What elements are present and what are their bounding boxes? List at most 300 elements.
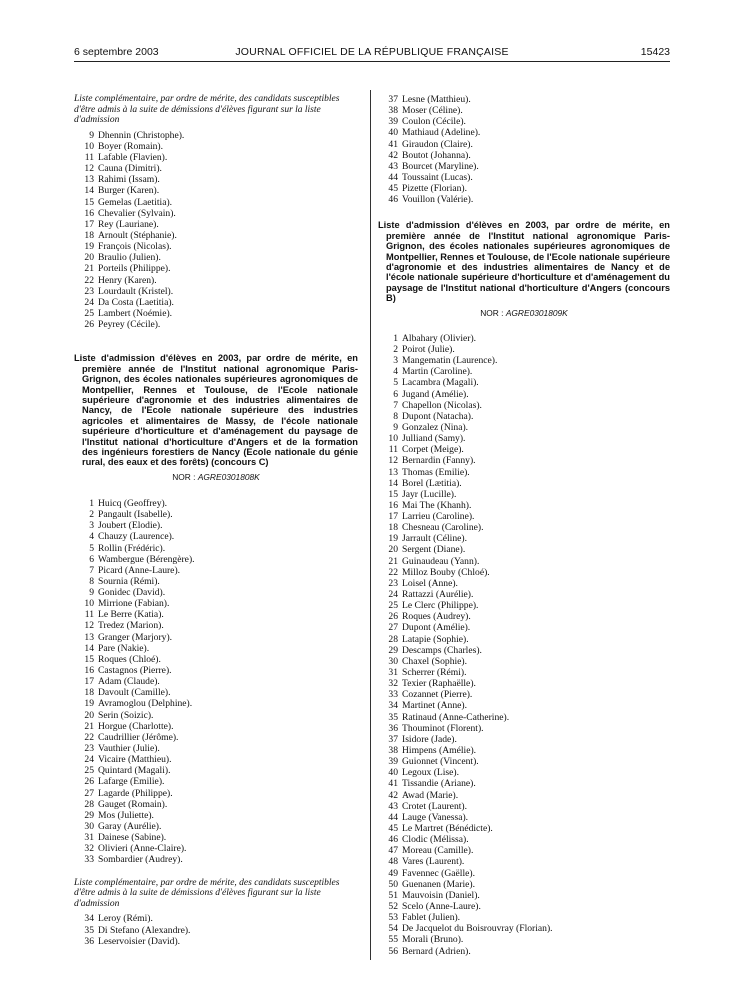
candidate-name: Olivieri (Anne-Claire).	[98, 843, 187, 855]
candidate-name: Clodic (Mélissa).	[402, 834, 469, 846]
rank-number: 17	[84, 218, 94, 230]
candidate-name: Le Berre (Katia).	[98, 609, 164, 621]
rank-number: 7	[89, 564, 94, 576]
candidate-name: Jugand (Amélie).	[402, 388, 469, 400]
candidate-name: Quintard (Magali).	[98, 765, 171, 777]
list-item	[74, 598, 358, 609]
nor-reference	[74, 472, 358, 483]
candidate-name: Garay (Aurélie).	[98, 821, 162, 833]
rank-number: 4	[89, 531, 94, 543]
candidate-name: Braulio (Julien).	[98, 252, 161, 264]
rank-number: 19	[84, 241, 94, 253]
list-item	[74, 821, 358, 832]
rank-number: 17	[388, 511, 398, 523]
rank-number: 5	[393, 377, 398, 389]
list-item	[378, 161, 670, 172]
rank-number: 25	[84, 308, 94, 320]
rank-number: 17	[84, 676, 94, 688]
rank-number: 49	[388, 867, 398, 879]
list-item	[74, 543, 358, 554]
rank-number: 12	[84, 163, 94, 175]
candidate-name: Lauge (Vanessa).	[402, 811, 469, 823]
candidate-name: Fablet (Julien).	[402, 912, 461, 924]
rank-number: 27	[84, 787, 94, 799]
rank-number: 55	[388, 934, 398, 946]
list-item	[378, 172, 670, 183]
rank-number: 16	[84, 665, 94, 677]
rank-number: 15	[84, 653, 94, 665]
list-item	[378, 533, 670, 544]
candidate-name: Horgue (Charlotte).	[98, 720, 174, 732]
list-item	[74, 297, 358, 308]
rank-number: 20	[84, 252, 94, 264]
candidate-name: Sombardier (Audrey).	[98, 854, 183, 866]
candidate-name: Morali (Bruno).	[402, 934, 464, 946]
list-item	[378, 127, 670, 138]
list-item	[378, 778, 670, 789]
candidate-name: Adam (Claude).	[98, 676, 160, 688]
journal-title: JOURNAL OFFICIEL DE LA RÉPUBLIQUE FRANÇAISE	[235, 46, 509, 58]
list-item	[378, 946, 670, 957]
candidate-name: Pangault (Isabelle).	[98, 509, 173, 521]
candidate-name: Mangematin (Laurence).	[402, 355, 498, 367]
rank-number: 10	[84, 598, 94, 610]
rank-number: 37	[388, 94, 398, 105]
list-item	[74, 799, 358, 810]
rank-number: 40	[388, 767, 398, 779]
rank-number: 40	[388, 127, 398, 139]
list-item	[74, 721, 358, 732]
list-item	[378, 94, 670, 105]
list-item	[378, 890, 670, 901]
candidate-name: Scelo (Anne-Laure).	[402, 900, 481, 912]
rank-number: 36	[84, 935, 94, 947]
candidate-name: Giraudon (Claire).	[402, 138, 473, 150]
list-item	[378, 823, 670, 834]
list-item	[378, 366, 670, 377]
left-column	[74, 94, 358, 947]
rank-number: 1	[89, 497, 94, 509]
candidate-name: Vicaire (Matthieu).	[98, 754, 172, 766]
candidate-name: Corpet (Meige).	[402, 444, 464, 456]
rank-number: 31	[84, 832, 94, 844]
list-item	[378, 689, 670, 700]
list-item	[74, 788, 358, 799]
rank-number: 23	[84, 285, 94, 297]
list-item	[378, 478, 670, 489]
candidate-name: Mathiaud (Adeline).	[402, 127, 481, 139]
list-item	[378, 634, 670, 645]
list-item	[74, 676, 358, 687]
list-item	[74, 854, 358, 865]
candidate-name: De Jacquelot du Boisrouvray (Florian).	[402, 923, 553, 935]
list-item	[378, 400, 670, 411]
rank-number: 8	[89, 575, 94, 587]
list-item	[378, 455, 670, 466]
complementary-list-right-top	[378, 94, 670, 205]
rank-number: 15	[84, 196, 94, 208]
list-item	[74, 743, 358, 754]
admission-list-concours-b	[378, 333, 670, 957]
rank-number: 11	[84, 609, 94, 621]
candidate-name: Jarrault (Céline).	[402, 533, 467, 545]
rank-number: 10	[388, 433, 398, 445]
list-item	[378, 645, 670, 656]
rank-number: 41	[388, 778, 398, 790]
candidate-name: Vouillon (Valérie).	[402, 194, 474, 206]
list-item	[378, 544, 670, 555]
rank-number: 56	[388, 945, 398, 957]
column-divider	[370, 90, 371, 960]
rank-number: 18	[84, 230, 94, 242]
candidate-name: Avramoglou (Delphine).	[98, 698, 193, 710]
candidate-name: Sournia (Rémi).	[98, 575, 160, 587]
rank-number: 8	[393, 410, 398, 422]
candidate-name: Gauget (Romain).	[98, 798, 168, 810]
candidate-name: Cauna (Dimitri).	[98, 163, 162, 175]
list-item	[378, 923, 670, 934]
rank-number: 29	[388, 644, 398, 656]
rank-number: 32	[388, 678, 398, 690]
list-item	[378, 868, 670, 879]
candidate-name: Bourcet (Maryline).	[402, 160, 479, 172]
list-item	[74, 765, 358, 776]
rank-number: 31	[388, 667, 398, 679]
candidate-name: Thouminot (Florent).	[402, 722, 484, 734]
rank-number: 26	[388, 611, 398, 623]
rank-number: 42	[388, 149, 398, 161]
candidate-name: Burger (Karen).	[98, 185, 160, 197]
list-item	[378, 467, 670, 478]
candidate-name: Chevalier (Sylvain).	[98, 207, 176, 219]
list-item	[378, 845, 670, 856]
list-item	[378, 377, 670, 388]
rank-number: 19	[388, 533, 398, 545]
publication-date: 6 septembre 2003	[74, 46, 159, 58]
candidate-name: Chauzy (Laurence).	[98, 531, 175, 543]
candidate-name: Granger (Marjory).	[98, 631, 173, 643]
list-item	[378, 589, 670, 600]
candidate-name: Martin (Caroline).	[402, 366, 473, 378]
candidate-name: Favennec (Gaëlle).	[402, 867, 475, 879]
candidate-name: Gonzalez (Nina).	[402, 421, 469, 433]
page-header	[74, 46, 670, 60]
list-item	[74, 913, 358, 924]
rank-number: 13	[84, 174, 94, 186]
list-item	[74, 509, 358, 520]
rank-number: 39	[388, 756, 398, 768]
candidate-name: Martinet (Anne).	[402, 700, 468, 712]
rank-number: 42	[388, 789, 398, 801]
candidate-name: Mirrione (Fabian).	[98, 598, 170, 610]
rank-number: 14	[84, 185, 94, 197]
candidate-name: Moreau (Camille).	[402, 845, 474, 857]
candidate-name: Albahary (Olivier).	[402, 332, 477, 344]
header-rule	[74, 61, 670, 62]
candidate-name: Borel (Lætitia).	[402, 477, 462, 489]
candidate-name: Latapie (Sophie).	[402, 633, 469, 645]
nor-code: AGRE0301808K	[197, 471, 260, 482]
rank-number: 28	[84, 798, 94, 810]
rank-number: 6	[89, 553, 94, 565]
list-item	[378, 194, 670, 205]
candidate-name: Huicq (Geoffrey).	[98, 497, 168, 509]
list-item	[74, 319, 358, 330]
rank-number: 27	[388, 622, 398, 634]
candidate-name: Thomas (Emilie).	[402, 466, 470, 478]
list-item	[74, 810, 358, 821]
candidate-name: Henry (Karen).	[98, 274, 157, 286]
list-item	[378, 389, 670, 400]
complementary-list-left-top	[74, 130, 358, 331]
rank-number: 30	[388, 655, 398, 667]
candidate-name: Dainese (Sabine).	[98, 832, 167, 844]
rank-number: 53	[388, 912, 398, 924]
list-item	[378, 834, 670, 845]
candidate-name: Guenanen (Marie).	[402, 878, 475, 890]
candidate-name: Lafarge (Emilie).	[98, 776, 165, 788]
list-item	[74, 275, 358, 286]
rank-number: 22	[388, 566, 398, 578]
rank-number: 9	[393, 421, 398, 433]
list-item	[378, 901, 670, 912]
candidate-name: Chesneau (Caroline).	[402, 522, 484, 534]
candidate-name: Dupont (Amélie).	[402, 622, 471, 634]
rank-number: 14	[388, 477, 398, 489]
rank-number: 52	[388, 900, 398, 912]
rank-number: 50	[388, 878, 398, 890]
rank-number: 12	[84, 620, 94, 632]
rank-number: 39	[388, 116, 398, 128]
rank-number: 46	[388, 194, 398, 206]
list-item	[74, 554, 358, 565]
candidate-name: Loisel (Anne).	[402, 577, 458, 589]
list-item	[74, 286, 358, 297]
candidate-name: Rollin (Frédéric).	[98, 542, 166, 554]
list-item	[74, 576, 358, 587]
rank-number: 11	[388, 444, 398, 456]
list-item	[378, 790, 670, 801]
rank-number: 2	[89, 509, 94, 521]
candidate-name: Roques (Chloé).	[98, 653, 161, 665]
rank-number: 45	[388, 823, 398, 834]
candidate-name: Guionnet (Vincent).	[402, 756, 479, 768]
candidate-name: Castagnos (Pierre).	[98, 665, 172, 677]
candidate-name: Chapellon (Nicolas).	[402, 399, 482, 411]
candidate-name: Texier (Raphaëlle).	[402, 678, 476, 690]
candidate-name: Rahimi (Issam).	[98, 174, 160, 186]
rank-number: 32	[84, 843, 94, 855]
rank-number: 24	[84, 754, 94, 766]
rank-number: 45	[388, 183, 398, 195]
list-item	[378, 734, 670, 745]
nor-reference	[378, 308, 670, 319]
rank-number: 2	[393, 343, 398, 355]
candidate-name: Chaxel (Sophie).	[402, 655, 468, 667]
list-item	[378, 712, 670, 723]
list-item	[74, 185, 358, 196]
list-item	[74, 665, 358, 676]
section-title-concours-c: Liste d'admission d'élèves en 2003, par ordre de mérite, en première année de l'Institut national agronomique Paris-Grignon, des écoles nationales supérieures agronomiques de Montpellier, Rennes et Toulouse, de l'Ecole nationale supérieure d'agronomie et des industries alimentaires de Nancy, de l'Ecole nationale supérieure des industries agricoles et alimentaires de Massy, de l'école nationale supérieure d'horticulture et d'aménagement du paysage de l'Institut national d'horticulture d'Angers et de la formation des ingénieurs forestiers de Nancy (Ecole nationale du génie rural, des eaux et des forêts) (concours C)	[74, 353, 358, 468]
list-item	[74, 230, 358, 241]
rank-number: 35	[388, 711, 398, 723]
rank-number: 24	[388, 589, 398, 601]
nor-label: NOR :	[172, 471, 196, 482]
list-item	[74, 152, 358, 163]
list-item	[74, 936, 358, 947]
list-item	[378, 411, 670, 422]
list-item	[378, 700, 670, 711]
candidate-name: Crotet (Laurent).	[402, 800, 467, 812]
list-item	[74, 219, 358, 230]
list-item	[74, 620, 358, 631]
candidate-name: Arnoult (Stéphanie).	[98, 230, 177, 242]
rank-number: 13	[84, 631, 94, 643]
list-item	[74, 141, 358, 152]
candidate-name: Lourdault (Kristel).	[98, 285, 174, 297]
candidate-name: Legoux (Lise).	[402, 767, 460, 779]
list-item	[378, 656, 670, 667]
candidate-name: Leservoisier (David).	[98, 935, 181, 947]
rank-number: 36	[388, 722, 398, 734]
list-item	[74, 163, 358, 174]
complementary-list-concours-c	[74, 913, 358, 946]
rank-number: 54	[388, 923, 398, 935]
candidate-name: Lacambra (Magali).	[402, 377, 479, 389]
rank-number: 41	[388, 138, 398, 150]
list-item	[378, 556, 670, 567]
rank-number: 6	[393, 388, 398, 400]
nor-label: NOR :	[480, 307, 504, 318]
list-item	[74, 654, 358, 665]
rank-number: 4	[393, 366, 398, 378]
rank-number: 12	[388, 455, 398, 467]
list-item	[74, 174, 358, 185]
candidate-name: Davoult (Camille).	[98, 687, 171, 699]
complementary-list-note: Liste complémentaire, par ordre de mérite, des candidats susceptibles d'être admis à la suite de démissions d'élèves figurant sur la liste d'admission	[74, 94, 340, 126]
candidate-name: Guinaudeau (Yann).	[402, 555, 480, 567]
admission-list-concours-c	[74, 498, 358, 866]
list-item	[378, 511, 670, 522]
list-item	[378, 801, 670, 812]
rank-number: 9	[89, 587, 94, 599]
rank-number: 16	[84, 207, 94, 219]
rank-number: 38	[388, 745, 398, 757]
list-item	[74, 241, 358, 252]
list-item	[378, 856, 670, 867]
candidate-name: Leroy (Rémi).	[98, 913, 153, 925]
candidate-name: Cozannet (Pierre).	[402, 689, 473, 701]
candidate-name: Moser (Céline).	[402, 105, 463, 117]
complementary-list-note: Liste complémentaire, par ordre de mérite, des candidats susceptibles d'être admis à la suite de démissions d'élèves figurant sur la liste d'admission	[74, 877, 340, 909]
candidate-name: Sergent (Diane).	[402, 544, 466, 556]
page-number: 15423	[640, 46, 670, 58]
candidate-name: Mos (Juliette).	[98, 809, 154, 821]
rank-number: 26	[84, 776, 94, 788]
rank-number: 3	[393, 355, 398, 367]
rank-number: 30	[84, 821, 94, 833]
list-item	[378, 745, 670, 756]
rank-number: 10	[84, 140, 94, 152]
rank-number: 13	[388, 466, 398, 478]
list-item	[378, 116, 670, 127]
section-title-concours-b: Liste d'admission d'élèves en 2003, par ordre de mérite, en première année de l'Institut national agronomique Paris-Grignon, des écoles nationales supérieures agronomiques de Montpellier, Rennes et Toulouse, de l'Ecole nationale supérieure d'agronomie et des industries alimentaires de Nancy et de l'école nationale supérieure d'horticulture et d'aménagement du paysage de l'Institut national d'horticulture d'Angers (concours B)	[378, 220, 670, 304]
rank-number: 23	[388, 577, 398, 589]
candidate-name: Poirot (Julie).	[402, 343, 455, 355]
candidate-name: Tissandie (Ariane).	[402, 778, 476, 790]
rank-number: 43	[388, 800, 398, 812]
candidate-name: Peyrey (Cécile).	[98, 319, 161, 331]
list-item	[74, 587, 358, 598]
list-item	[378, 500, 670, 511]
list-item	[74, 754, 358, 765]
list-item	[74, 498, 358, 509]
list-item	[74, 308, 358, 319]
rank-number: 21	[388, 555, 398, 567]
rank-number: 25	[84, 765, 94, 777]
list-item	[74, 632, 358, 643]
list-item	[378, 344, 670, 355]
candidate-name: Gemelas (Laetitia).	[98, 196, 173, 208]
candidate-name: Dhennin (Christophe).	[98, 129, 185, 141]
rank-number: 18	[388, 522, 398, 534]
rank-number: 44	[388, 811, 398, 823]
candidate-name: Rey (Lauriane).	[98, 218, 159, 230]
list-item	[378, 567, 670, 578]
list-item	[378, 934, 670, 945]
list-item	[378, 578, 670, 589]
nor-code: AGRE0301809K	[505, 307, 568, 318]
list-item	[378, 433, 670, 444]
rank-number: 18	[84, 687, 94, 699]
rank-number: 14	[84, 642, 94, 654]
rank-number: 43	[388, 160, 398, 172]
candidate-name: Picard (Anne-Laure).	[98, 564, 181, 576]
candidate-name: Serin (Soizic).	[98, 709, 154, 721]
candidate-name: Awad (Marie).	[402, 789, 459, 801]
rank-number: 26	[84, 319, 94, 331]
candidate-name: François (Nicolas).	[98, 241, 172, 253]
rank-number: 15	[388, 488, 398, 500]
list-item	[74, 843, 358, 854]
rank-number: 44	[388, 171, 398, 183]
list-item	[74, 643, 358, 654]
rank-number: 34	[388, 700, 398, 712]
rank-number: 20	[388, 544, 398, 556]
list-item	[378, 756, 670, 767]
candidate-name: Milloz Bouby (Chloé).	[402, 566, 490, 578]
rank-number: 24	[84, 296, 94, 308]
list-item	[74, 776, 358, 787]
candidate-name: Himpens (Amélie).	[402, 745, 477, 757]
rank-number: 28	[388, 633, 398, 645]
rank-number: 37	[388, 733, 398, 745]
list-item	[74, 208, 358, 219]
candidate-name: Coulon (Cécile).	[402, 116, 466, 128]
list-item	[378, 912, 670, 923]
candidate-name: Mauvoisin (Daniel).	[402, 889, 480, 901]
list-item	[74, 197, 358, 208]
rank-number: 20	[84, 709, 94, 721]
candidate-name: Porteils (Philippe).	[98, 263, 171, 275]
list-item	[378, 183, 670, 194]
list-item	[378, 667, 670, 678]
candidate-name: Pare (Nakie).	[98, 642, 150, 654]
candidate-name: Rattazzi (Aurélie).	[402, 589, 474, 601]
list-item	[74, 832, 358, 843]
list-item	[378, 105, 670, 116]
candidate-name: Julliand (Samy).	[402, 433, 466, 445]
